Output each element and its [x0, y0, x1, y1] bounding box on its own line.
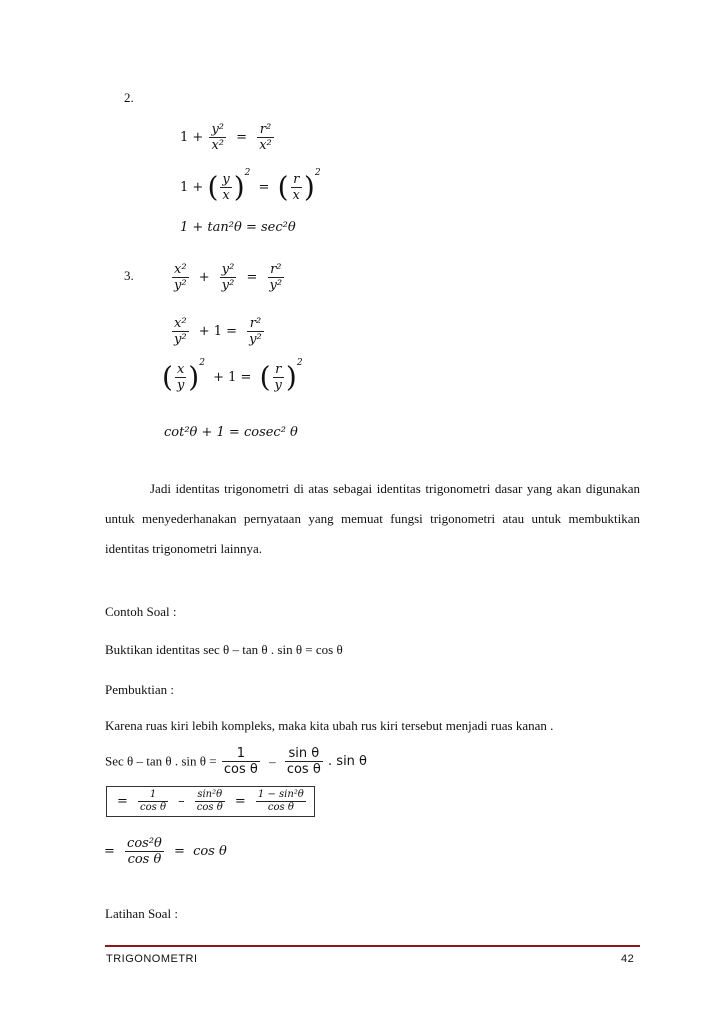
proof-heading: Pembuktian : — [105, 682, 174, 697]
plus-one-equals: + 1 = — [198, 324, 238, 339]
fraction-denominator: y — [274, 378, 282, 393]
fraction-numerator: x — [176, 362, 185, 377]
fraction-denominator: cos θ — [286, 762, 321, 777]
equals-sign: = — [234, 794, 246, 809]
right-paren: ) — [285, 360, 297, 394]
proof-explanation: Karena ruas kiri lebih kompleks, maka kita ubah rus kiri tersebut menjadi ruas kanan . — [105, 718, 554, 733]
fraction-numerator: r — [275, 362, 282, 377]
fraction-numerator: r² — [270, 262, 282, 277]
fraction-numerator: y² — [221, 262, 235, 277]
fraction — [172, 316, 189, 347]
item-number-2: 2. — [124, 90, 134, 105]
fraction-denominator: cos θ — [140, 802, 166, 813]
fraction — [273, 362, 284, 393]
exponent: 2 — [244, 168, 251, 178]
fraction-denominator: y² — [221, 278, 235, 293]
equals-sign: = — [104, 844, 115, 859]
step-tail: . sin θ — [328, 754, 368, 769]
equation-3-line-2 — [170, 316, 266, 347]
plus-sign: + — [198, 270, 210, 285]
proof-step-2-box — [106, 786, 315, 817]
fraction — [222, 746, 260, 777]
equation-2-line-2 — [180, 168, 321, 204]
fraction-numerator: r² — [259, 122, 272, 137]
exponent: 2 — [314, 168, 321, 178]
right-paren: ) — [303, 170, 315, 204]
fraction-numerator: 1 − sin²θ — [257, 789, 304, 800]
minus-sign: – — [178, 794, 185, 809]
right-paren: ) — [188, 360, 200, 394]
fraction-denominator: cos θ — [256, 801, 306, 814]
fraction-numerator: sin θ — [288, 746, 320, 761]
fraction-denominator: cos θ — [196, 802, 223, 813]
fraction — [291, 172, 302, 203]
fraction — [285, 746, 323, 777]
fraction — [268, 262, 285, 293]
equals-sign: = — [246, 270, 258, 285]
example-problem: Buktikan identitas sec θ – tan θ . sin θ = cos θ — [105, 642, 343, 657]
fraction-numerator: y — [222, 172, 230, 187]
proof-step-3 — [104, 836, 227, 867]
equation-3-line-1 — [170, 262, 286, 293]
exponent: 2 — [199, 358, 205, 368]
fraction-denominator: y² — [174, 332, 187, 347]
left-paren: ( — [259, 360, 271, 394]
fraction-denominator: x² — [259, 138, 272, 153]
fraction-denominator: x — [220, 187, 231, 203]
proof-step-1 — [105, 746, 367, 777]
equation-3-line-3 — [162, 358, 303, 394]
left-paren: ( — [162, 360, 173, 394]
fraction-denominator: y² — [269, 278, 283, 293]
equals-sign: = — [258, 180, 270, 195]
fraction-denominator: x — [292, 188, 300, 203]
left-paren: ( — [277, 170, 289, 204]
fraction-numerator: sin²θ — [197, 789, 223, 800]
page-number: 42 — [621, 953, 635, 965]
footer-rule — [105, 945, 640, 947]
example-heading: Contoh Soal : — [105, 604, 177, 619]
fraction-denominator: x² — [209, 137, 226, 153]
body-paragraph: Jadi identitas trigonometri di atas sebagai identitas trigonometri dasar yang akan digunakan untuk menyederhanakan pernyataan yang memuat fungsi trigonometri atau untuk membuktikan identitas trigonometri lainnya. — [105, 481, 640, 556]
exponent: 2 — [296, 358, 303, 368]
fraction-numerator: r² — [249, 316, 262, 331]
fraction — [195, 789, 225, 814]
fraction-numerator: 1 — [149, 789, 157, 800]
eq-term: 1 + — [180, 130, 204, 145]
fraction — [256, 789, 306, 814]
equation-2-line-3: 1 + tan²θ = sec²θ — [180, 220, 296, 235]
fraction — [220, 262, 237, 293]
footer-title: TRIGONOMETRI — [106, 953, 198, 965]
item-number-3: 3. — [124, 268, 134, 283]
exercise-heading: Latihan Soal : — [105, 906, 178, 921]
equals-sign: = — [117, 794, 128, 809]
equals-sign: = — [236, 130, 248, 145]
step-result: cos θ — [193, 844, 227, 859]
fraction — [209, 122, 226, 153]
fraction-numerator: x² — [174, 262, 187, 277]
fraction-numerator: cos²θ — [127, 836, 162, 851]
fraction-denominator: cos θ — [125, 851, 164, 867]
fraction — [247, 316, 264, 347]
equation-3-line-4: cot²θ + 1 = cosec² θ — [164, 425, 298, 440]
right-paren: ) — [233, 170, 245, 204]
fraction-denominator: y² — [174, 278, 187, 293]
equation-2-line-1 — [180, 122, 276, 153]
fraction-denominator: cos θ — [223, 762, 258, 777]
step-lhs: Sec θ – tan θ . sin θ = — [105, 753, 217, 769]
minus-sign: – — [269, 753, 276, 769]
equals-sign: = — [174, 844, 185, 859]
fraction — [125, 836, 164, 867]
left-paren: ( — [207, 170, 219, 204]
fraction-numerator: x² — [174, 316, 187, 331]
eq-term: 1 + — [180, 180, 204, 195]
fraction — [220, 172, 231, 203]
fraction — [175, 362, 186, 393]
fraction-numerator: 1 — [236, 746, 245, 761]
fraction-denominator: y² — [249, 332, 262, 347]
plus-one-equals: + 1 = — [213, 370, 252, 385]
fraction-numerator: y² — [211, 122, 224, 137]
fraction-numerator: r — [293, 172, 300, 187]
fraction — [138, 789, 168, 814]
fraction-denominator: y — [176, 378, 185, 393]
fraction — [172, 262, 189, 293]
fraction — [257, 122, 274, 153]
